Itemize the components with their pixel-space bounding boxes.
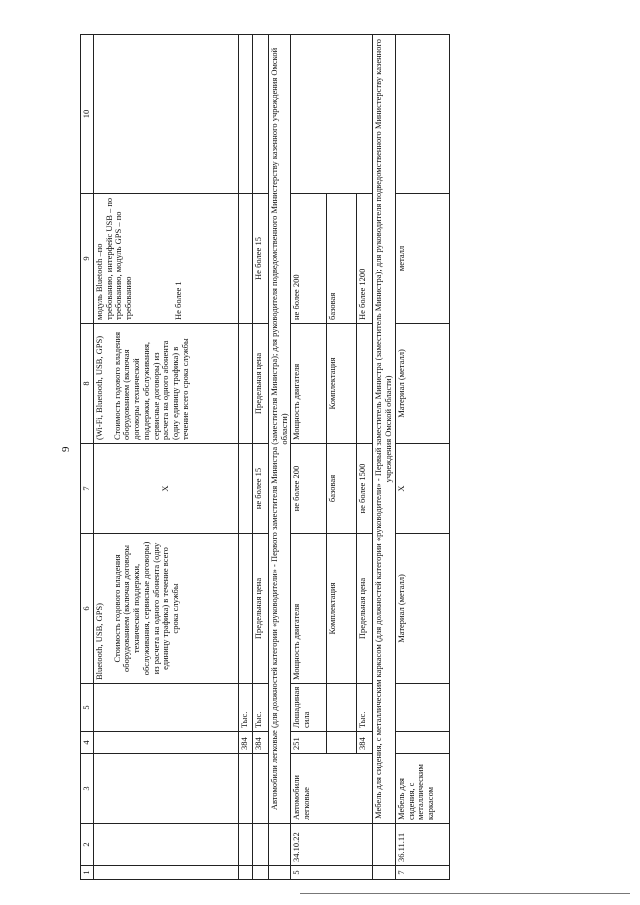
col-7: 7 [81, 444, 94, 534]
page-edge-line [300, 893, 630, 894]
col-9: 9 [81, 194, 94, 324]
table-row [373, 35, 396, 880]
cell-text: базовая [327, 194, 357, 324]
cell-text: Мощность двигателя [291, 324, 327, 444]
section-heading: Мебель для сидения, с металлическим каркасом (для должностей категории «руководители» - Первый заместитель Министра (заместитель Министра); для руководителя подведомственного Министерству казенного учреждения Омской области) [373, 35, 396, 824]
cell-text: Мощность двигателя [291, 534, 327, 684]
cell-text: 384 [238, 732, 252, 754]
cell-text: (Wi-Fi, Bluetooth, USB, GPS) [93, 335, 104, 440]
column-numbers-row [81, 35, 94, 880]
col-4: 4 [81, 732, 94, 754]
cell-text: Предельная цена [252, 324, 268, 444]
table-row [252, 35, 268, 880]
cell-text: Не более 15 [252, 194, 268, 324]
table-row [93, 35, 238, 880]
cell-text: не более 15 [252, 444, 268, 534]
col-10: 10 [81, 35, 94, 194]
cell-text: Стоимость годового владения оборудованием (включая договоры технической поддержки, обслуживания, сервисные договоры) из расчета на одного абонента (одну единицу трафика) в течение всего срока службы [111, 331, 190, 440]
cell-text: Материал (металл) [395, 534, 449, 684]
cell-text: Тыс. [252, 684, 268, 732]
row-number: 7 [395, 866, 449, 880]
cell-text: Bluetooth, USB, GPS) [93, 603, 104, 680]
cell-text: Комплектация [327, 324, 357, 444]
okpd-code: 34.10.22 [291, 824, 373, 866]
cell-text: Х [93, 444, 238, 534]
cell-text: Предельная цена [252, 534, 268, 684]
cell-text: 251 [291, 732, 327, 754]
item-name: Мебель для сидения, с металлическим каркасом [395, 754, 449, 824]
cell-text: Материал (металл) [395, 324, 449, 444]
col-3: 3 [81, 754, 94, 824]
col-5: 5 [81, 684, 94, 732]
cell-text: не более 200 [291, 194, 327, 324]
table-row [395, 35, 449, 880]
cell-text: базовая [327, 444, 357, 534]
col-2: 2 [81, 824, 94, 866]
okpd-code: 36.11.11 [395, 824, 449, 866]
cell-text: 384 [357, 732, 373, 754]
cell-text: Не более 1 [172, 281, 183, 320]
table-row [291, 35, 327, 880]
characteristics-table [80, 34, 450, 880]
cell-text: модуль Bluetooth –по требованию, интерфейс USB – по требованию, модуль GPS – по требованию [93, 197, 134, 320]
rotated-table-container [80, 35, 530, 880]
col-8: 8 [81, 324, 94, 444]
cell-text: не более 1500 [357, 444, 373, 534]
item-name: Автомобили легковые [291, 754, 373, 824]
cell-text: 384 [252, 732, 268, 754]
cell-text: Тыс. [238, 684, 252, 732]
cell-text: не более 200 [291, 444, 327, 534]
col-6: 6 [81, 534, 94, 684]
cell-text: металл [395, 194, 449, 324]
page-number: 9 [60, 446, 72, 452]
section-heading: Автомобили легковые (для должностей категории «руководители» - Первого заместителя Министра (заместителя Министра); для руководителя подведомственного Министерству казенного учреждения Омской области) [268, 35, 291, 824]
cell-text: Комплектация [327, 534, 357, 684]
col-1: 1 [81, 866, 94, 880]
cell-text: Стоимость годового владения оборудованием (включая договоры технической поддержки, обслуживания, сервисные договоры) из расчета на одного абонента (одну единицу трафика) в течение всего срока службы [111, 541, 181, 676]
table-row [268, 35, 291, 880]
row-number: 5 [291, 866, 373, 880]
cell-text: Х [395, 444, 449, 534]
cell-text: Предельная цена [357, 534, 373, 684]
table-row [238, 35, 252, 880]
cell-text: Тыс. [357, 684, 373, 732]
cell-text: Не более 1200 [357, 194, 373, 324]
cell-text: Лошадиная сила [291, 684, 327, 732]
